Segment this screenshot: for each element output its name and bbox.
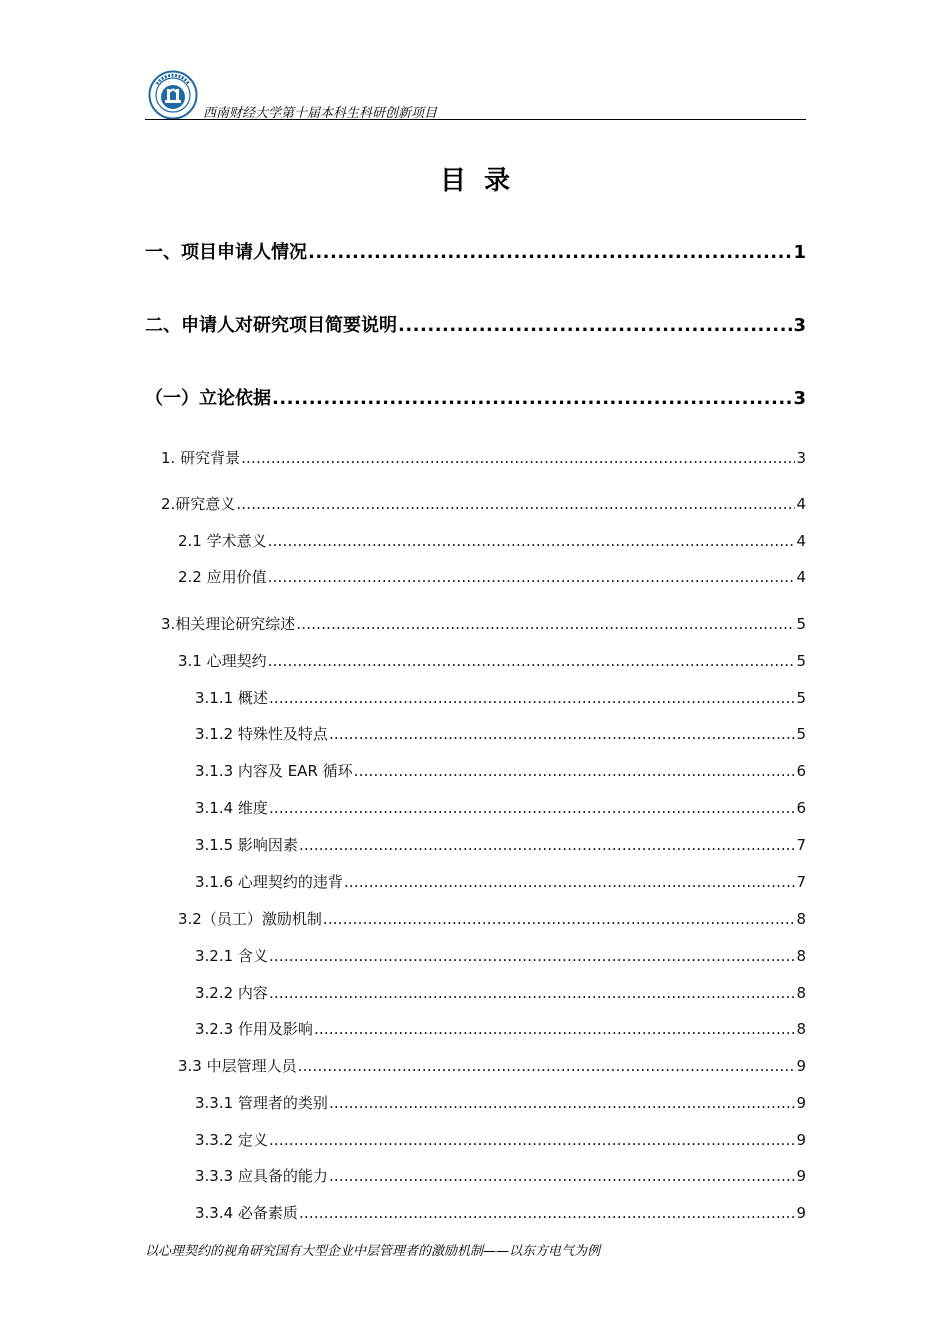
toc-entry[interactable] [161,613,806,634]
toc-entry[interactable] [195,1018,806,1039]
toc-entry[interactable] [195,760,806,781]
toc-entry[interactable] [178,908,806,929]
toc-entry-label: 2.1 学术意义 [178,532,267,550]
toc-dot-leader [269,689,796,707]
toc-page-number: 4 [796,532,806,550]
toc-page-number: 9 [796,1094,806,1112]
toc-page-number: 9 [796,1167,806,1185]
toc-dot-leader [269,799,796,817]
toc-entry[interactable] [145,384,806,410]
toc-entry[interactable] [178,1055,806,1076]
toc-entry[interactable] [195,687,806,708]
toc-dot-leader [272,388,792,409]
toc-page-number: 8 [796,910,806,928]
toc-dot-leader [269,1131,796,1149]
toc-entry[interactable] [195,797,806,818]
toc-entry[interactable] [195,834,806,855]
toc-dot-leader [329,1094,796,1112]
toc-dot-leader [323,910,796,928]
toc-entry-label: 3.1.3 内容及 EAR 循环 [195,762,353,780]
toc-dot-leader [269,947,796,965]
toc-page-number: 3 [793,388,806,409]
toc-dot-leader [314,1020,796,1038]
toc-page-number: 4 [796,495,806,513]
toc-entry[interactable] [195,1129,806,1150]
page-footer: 以心理契约的视角研究国有大型企业中层管理者的激励机制——以东方电气为例 [145,1244,601,1259]
toc-entry[interactable] [195,871,806,892]
toc-page-number: 9 [796,1204,806,1222]
toc-dot-leader [329,725,796,743]
toc-entry-label: 3.3 中层管理人员 [178,1057,297,1075]
toc-dot-leader [344,873,796,891]
header-title: 西南财经大学第十届本科生科研创新项目 [203,106,438,121]
toc-page-number: 5 [796,615,806,633]
toc-entry-label: 3.2.2 内容 [195,984,268,1002]
toc-page-number: 5 [796,652,806,670]
toc-entry-label: 2.研究意义 [161,495,236,513]
toc-entry-label: 3.相关理论研究综述 [161,615,296,633]
toc-entry[interactable] [178,566,806,587]
toc-entry-label: 3.1.2 特殊性及特点 [195,725,328,743]
toc-dot-leader [268,568,796,586]
toc-entry-label: 二、申请人对研究项目简要说明 [145,315,397,336]
toc-entry-label: （一）立论依据 [145,388,271,409]
toc-page-number: 8 [796,984,806,1002]
toc-entry[interactable] [145,311,806,337]
toc-page-number: 3 [793,315,806,336]
toc-dot-leader [299,836,796,854]
toc-page-number: 3 [796,449,806,467]
toc-page-number: 1 [793,242,806,263]
toc-dot-leader [308,242,792,263]
toc-entry[interactable] [195,1092,806,1113]
toc-page-number: 7 [796,873,806,891]
toc-entry-label: 3.3.1 管理者的类别 [195,1094,328,1112]
toc-dot-leader [268,532,796,550]
toc-entry[interactable] [161,493,806,514]
toc-entry-label: 3.2（员工）激励机制 [178,910,322,928]
toc-entry-label: 3.3.4 必备素质 [195,1204,298,1222]
toc-page-number: 9 [796,1131,806,1149]
page-header [145,70,806,122]
toc-entry-label: 一、项目申请人情况 [145,242,307,263]
toc-page-number: 6 [796,799,806,817]
toc-entry-label: 3.1.5 影响因素 [195,836,298,854]
toc-dot-leader [398,315,792,336]
toc-page-number: 8 [796,1020,806,1038]
toc-entry-label: 3.1 心理契约 [178,652,267,670]
toc-entry-label: 3.1.1 概述 [195,689,268,707]
toc-entry-label: 3.2.1 含义 [195,947,268,965]
toc-page-number: 6 [796,762,806,780]
toc-entry[interactable] [161,447,806,468]
toc-entry[interactable] [195,982,806,1003]
toc-dot-leader [298,1057,796,1075]
toc-page-number: 4 [796,568,806,586]
toc-entry[interactable] [195,1165,806,1186]
toc-entry-label: 3.1.6 心理契约的违背 [195,873,343,891]
toc-page-number: 8 [796,947,806,965]
toc-page-number: 5 [796,689,806,707]
toc-dot-leader [241,449,795,467]
toc-entry-label: 3.3.3 应具备的能力 [195,1167,328,1185]
toc-dot-leader [329,1167,796,1185]
toc-entry[interactable] [178,530,806,551]
toc-dot-leader [236,495,795,513]
toc-entry-label: 3.3.2 定义 [195,1131,268,1149]
toc-entry[interactable] [178,650,806,671]
toc-dot-leader [354,762,796,780]
toc-entry[interactable] [195,723,806,744]
toc-entry-label: 2.2 应用价值 [178,568,267,586]
toc-page-number: 9 [796,1057,806,1075]
toc-dot-leader [269,984,796,1002]
toc-dot-leader [296,615,795,633]
toc-dot-leader [268,652,796,670]
toc-page-number: 7 [796,836,806,854]
toc-entry[interactable] [145,238,806,264]
toc-entry[interactable] [195,1202,806,1223]
university-logo-icon [148,70,198,120]
toc-page-number: 5 [796,725,806,743]
toc-entry[interactable] [195,945,806,966]
toc-entry-label: 3.1.4 维度 [195,799,268,817]
toc-entry-label: 3.2.3 作用及影响 [195,1020,313,1038]
toc-dot-leader [299,1204,796,1222]
page-title: 目录 [439,166,528,196]
header-divider [145,119,806,120]
toc-entry-label: 1. 研究背景 [161,449,241,467]
